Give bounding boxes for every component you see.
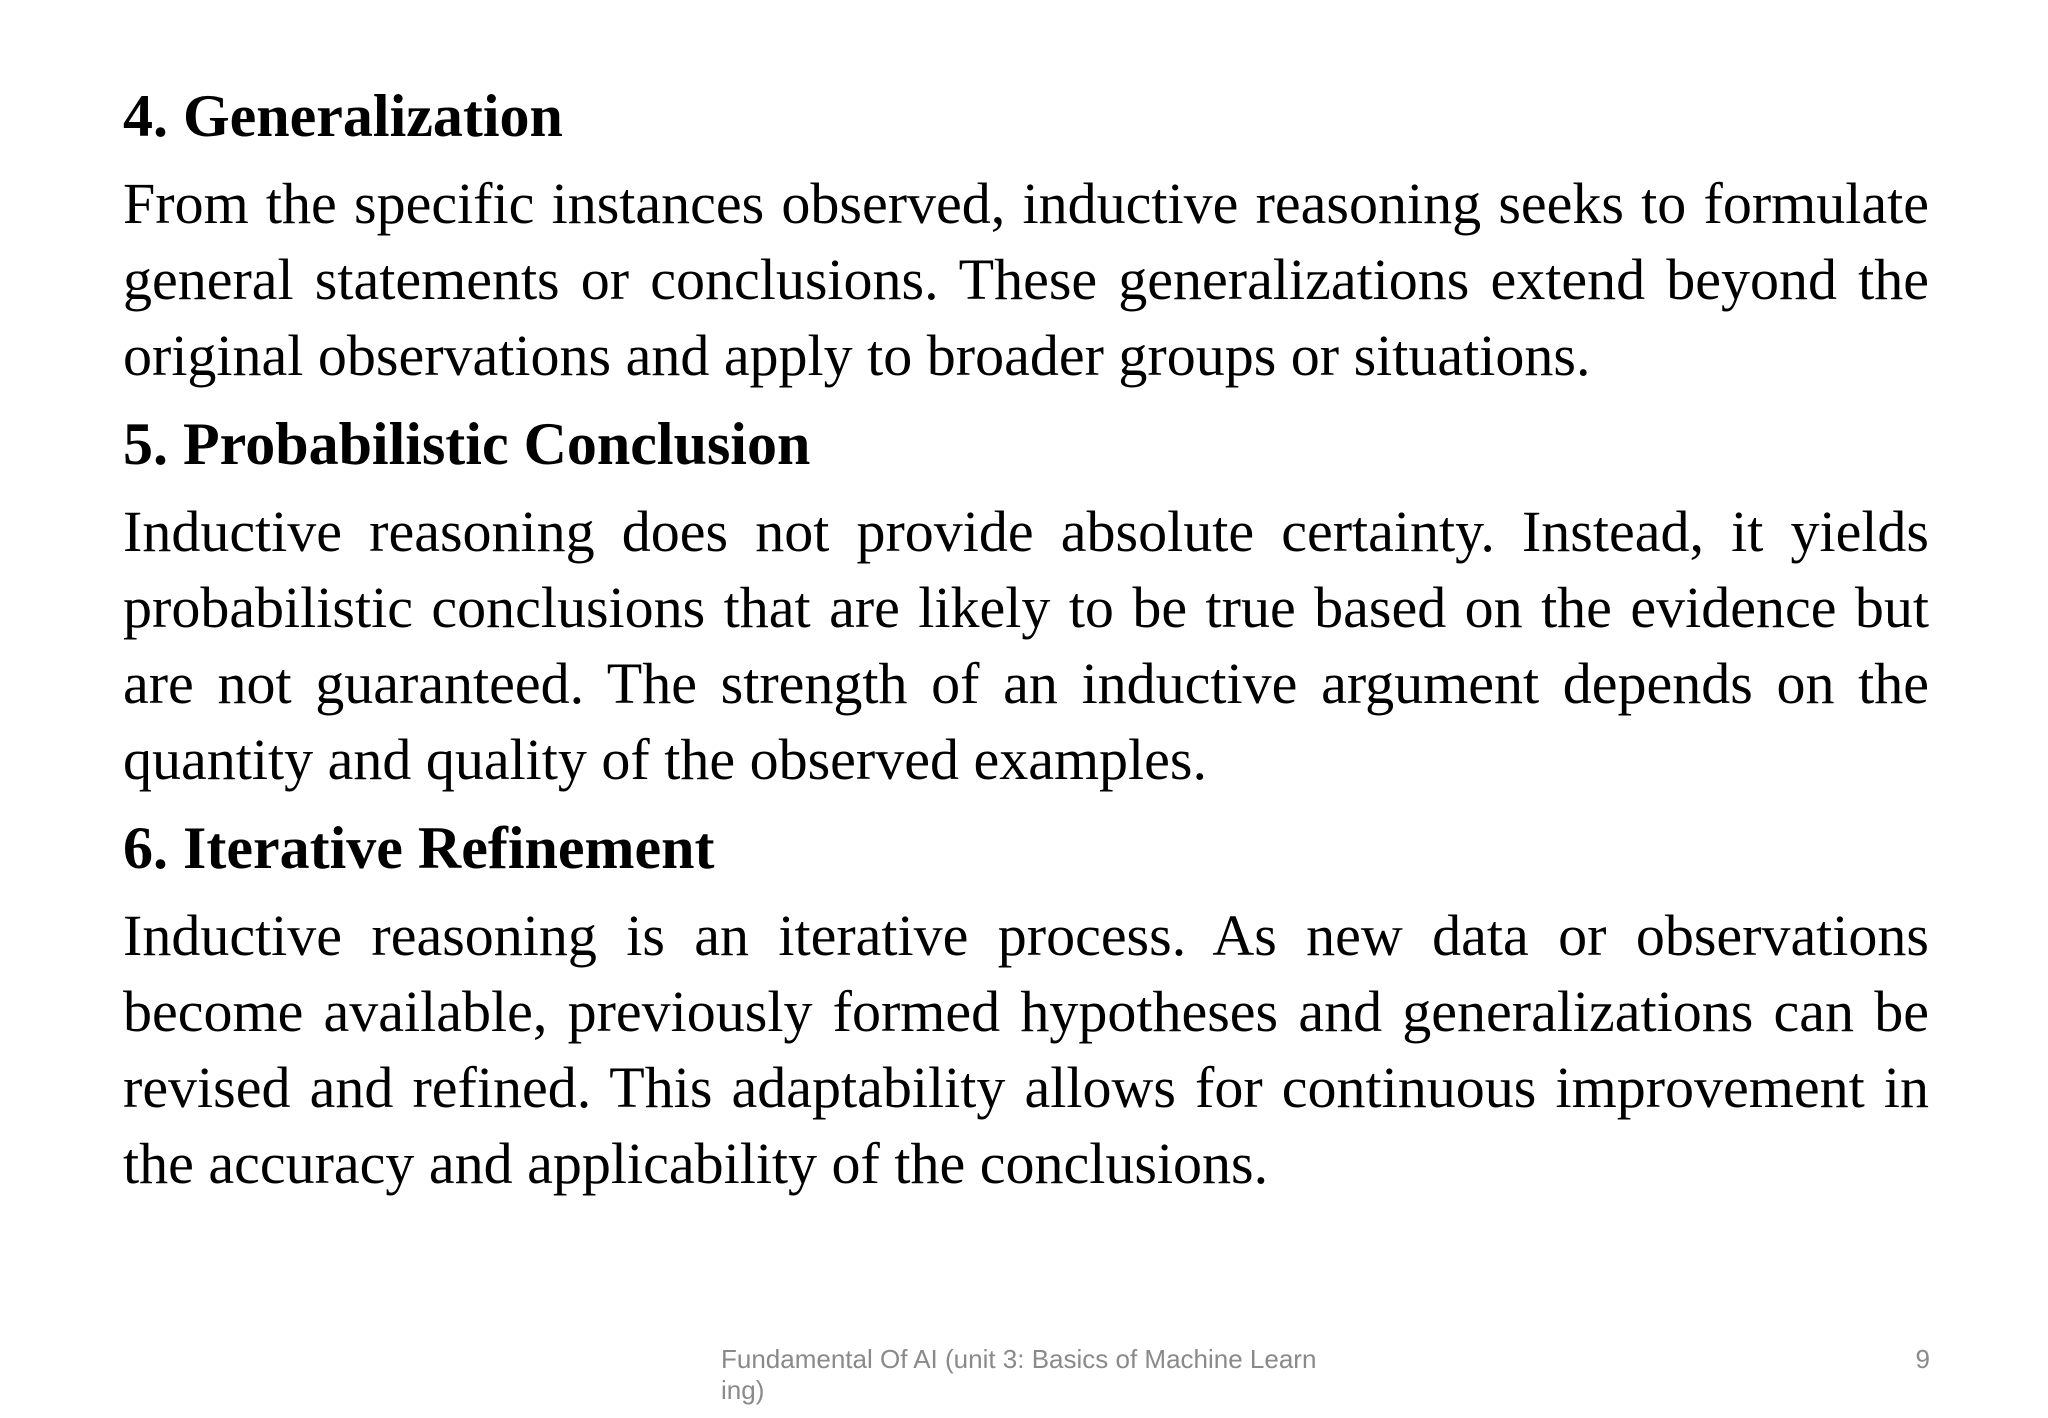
- footer-title: Fundamental Of AI (unit 3: Basics of Machine Learning): [721, 1344, 1317, 1405]
- section-body-probabilistic-conclusion: Inductive reasoning does not provide absolute certainty. Instead, it yields probabilistic conclusions that are likely to be true based on the evidence but are not guaranteed. The strength of an inductive argument depends on the quantity and quality of the observed examples.: [123, 499, 1929, 792]
- section-heading-iterative-refinement: 6. Iterative Refinement: [123, 815, 715, 881]
- slide-content: [123, 78, 1929, 1214]
- section-body-generalization: From the specific instances observed, inductive reasoning seeks to formulate general statements or conclusions. These generalizations extend beyond the original observations and apply to broader groups or situations.: [123, 171, 1929, 388]
- section-heading-generalization: 4. Generalization: [123, 83, 563, 149]
- section-heading-probabilistic-conclusion: 5. Probabilistic Conclusion: [123, 411, 811, 477]
- section-body-iterative-refinement: Inductive reasoning is an iterative process. As new data or observations become available, previously formed hypotheses and generalizations can be revised and refined. This adaptability allows for continuous improvement in the accuracy and applicability of the conclusions.: [123, 903, 1929, 1196]
- page-number: 9: [1915, 1344, 1930, 1374]
